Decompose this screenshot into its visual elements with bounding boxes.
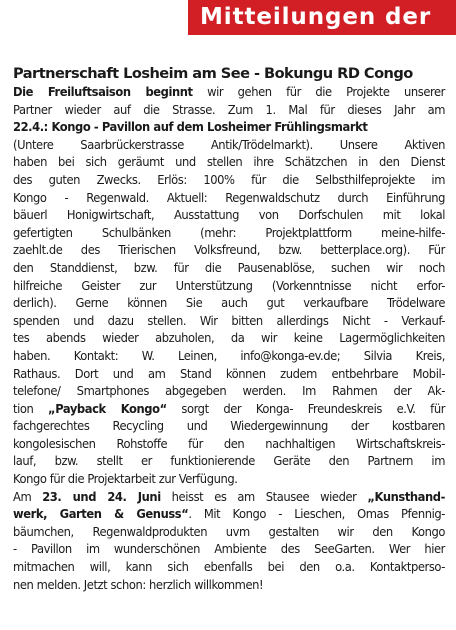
body-line	[13, 154, 445, 172]
body-text: hilfreiche Geister zur Unterstützung (Vorkenntnisse nicht erfor-	[13, 278, 445, 294]
body-line	[13, 436, 445, 454]
body-line	[13, 225, 445, 243]
body-emphasis: werk, Garten & Genuss“	[13, 507, 189, 523]
body-line	[13, 559, 445, 577]
body-line	[13, 84, 445, 102]
body-emphasis: 22.4.: Kongo - Pavillon auf dem Losheimer Frühlingsmarkt	[13, 120, 368, 136]
body-text: derlich). Gerne können Sie auch gut verkaufbare Trödelware	[13, 296, 445, 312]
body-line	[13, 489, 445, 507]
body-line	[13, 295, 445, 313]
article-title: Partnerschaft Losheim am See - Bokungu RD Congo	[13, 65, 413, 82]
body-text: gefertigten Schulbänken (mehr: Projektplattform meine-hilfe-	[13, 225, 445, 241]
body-line	[13, 471, 445, 489]
body-line	[13, 453, 445, 471]
body-text: tes abends wieder abzuholen, da wir keine Lagermöglichkeiten	[13, 331, 445, 347]
body-text: wir gehen für die Projekte unserer	[192, 85, 445, 100]
body-emphasis: 23. und 24. Juni	[42, 489, 161, 505]
body-text: fachgerechtes Recycling und Wiedergewinnung der kostbaren	[13, 419, 445, 435]
body-text: telefone/ Smartphones abgegeben werden. Im Rahmen der Ak-	[13, 384, 445, 400]
body-text: tion	[13, 401, 49, 417]
body-line	[13, 278, 445, 296]
body-text: (Untere Saarbrückerstrasse Antik/Trödelmarkt). Unsere Aktiven	[13, 137, 445, 153]
section-header-bar	[188, 0, 456, 35]
body-line	[13, 541, 445, 559]
section-header-title: Mitteilungen der	[200, 4, 432, 30]
article	[13, 64, 445, 594]
body-text: kongolesischen Rohstoffe für den nachhaltigen Wirtschaftskreis-	[13, 436, 445, 452]
body-line	[13, 102, 445, 120]
body-line	[13, 330, 445, 348]
body-text: haben bei sich geräumt und stellen ihre Schätzchen in den Dienst	[13, 155, 445, 171]
body-line	[13, 260, 445, 278]
body-text: bäuerl Honigwirtschaft, Ausstattung von Dorfschulen mit lokal	[13, 208, 445, 224]
body-line	[13, 577, 445, 595]
body-text: Kongo - Regenwald. Aktuell: Regenwaldschutz durch Einführung	[13, 190, 445, 206]
body-text: mitmachen will, kann sich ebenfalls bei den o.a. Kontaktperso-	[13, 560, 445, 576]
body-line	[13, 524, 445, 542]
article-body	[13, 84, 445, 594]
body-text: heisst es am Stausee wieder	[160, 489, 368, 505]
body-line	[13, 383, 445, 401]
body-line	[13, 313, 445, 331]
body-line	[13, 207, 445, 225]
body-line	[13, 190, 445, 208]
body-text: des guten Zwecks. Erlös: 100% für die Selbsthilfeprojekte im	[13, 172, 445, 188]
body-line	[13, 401, 445, 419]
body-text: zaehlt.de des Trierischen Volksfreund, bzw. betterplace.org). Für	[13, 243, 445, 259]
body-line	[13, 366, 445, 384]
body-emphasis: „Kunsthand-	[367, 489, 445, 505]
body-text: - Pavillon im wunderschönen Ambiente des SeeGarten. Wer hier	[13, 542, 445, 558]
body-emphasis: „Payback Kongo“	[48, 401, 167, 417]
body-line	[13, 418, 445, 436]
body-text: spenden und dazu stellen. Wir bitten allerdings Nicht - Verkauf-	[13, 313, 445, 329]
body-text: Am	[13, 489, 43, 505]
body-emphasis: Die Freiluftsaison beginnt	[13, 85, 193, 100]
body-line	[13, 348, 445, 366]
body-text: lauf, bzw. stellt er funktionierende Geräte den Partnern im	[13, 454, 445, 470]
body-text: Rathaus. Dort und am Stand können zudem entbehrbare Mobil-	[13, 366, 445, 382]
body-text: bäumchen, Regenwaldprodukten uvm gestalten wir den Kongo	[13, 524, 445, 540]
body-text: sorgt der Konga- Freundeskreis e.V. für	[166, 401, 446, 417]
body-text: Kongo für die Projektarbeit zur Verfügung.	[13, 472, 238, 488]
body-line	[13, 242, 445, 260]
body-text: . Mit Kongo - Lieschen, Omas Pfennig-	[188, 507, 446, 523]
body-line	[13, 506, 445, 524]
body-text: Partner wieder auf die Strasse. Zum 1. Mal für dieses Jahr am	[13, 102, 445, 118]
body-text: nen melden. Jetzt schon: herzlich willkommen!	[13, 577, 264, 593]
body-text: den Standdienst, bzw. für die Pausenablöse, suchen wir noch	[13, 260, 445, 276]
body-line	[13, 119, 445, 137]
body-line	[13, 172, 445, 190]
body-line	[13, 137, 445, 155]
body-text: haben. Kontakt: W. Leinen, info@konga-ev.de; Silvia Kreis,	[13, 348, 445, 364]
